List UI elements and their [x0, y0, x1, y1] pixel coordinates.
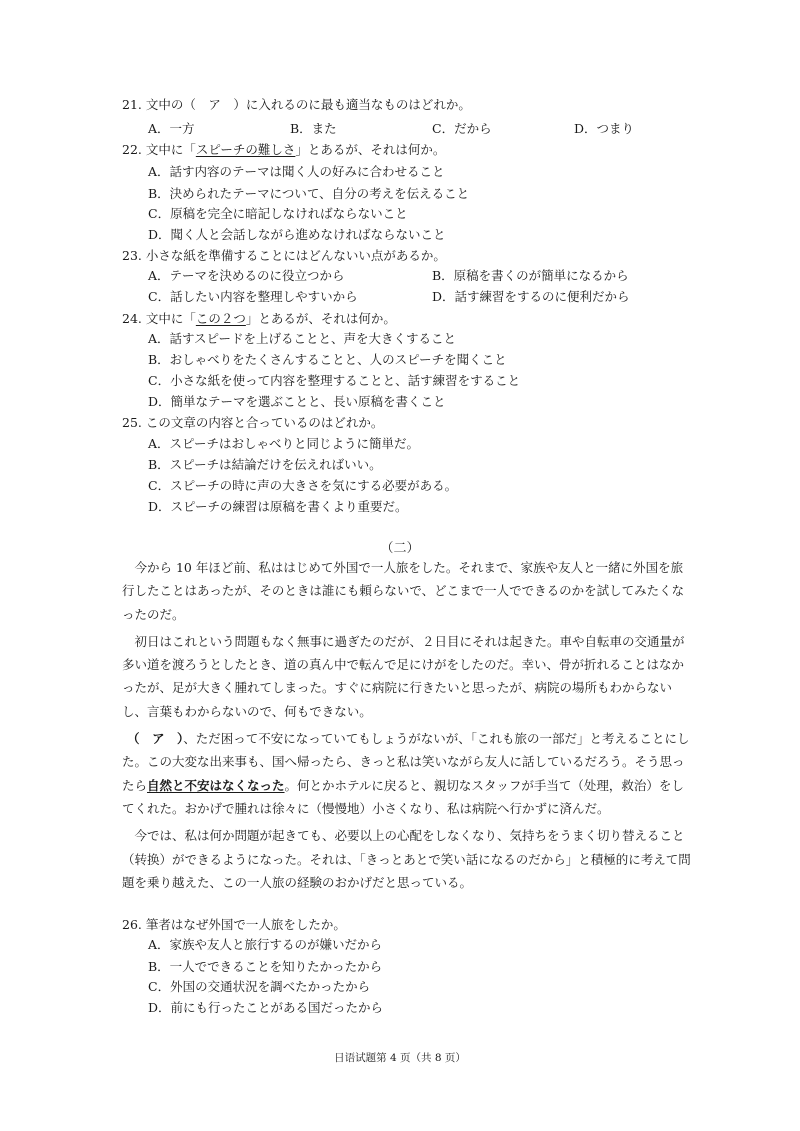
q22-stem-post: 」とあるが、それは何か。: [295, 142, 446, 157]
passage-paragraph-2: 初日はこれという問題もなく無事に過ぎたのだが、２日目にそれは起きた。車や自転車の交通量が多い道を渡ろうとしたとき、道の真ん中で転んで足にけがをしたのだ。幸い、骨が折れることはなかったが、足が大きく腫れてしまった。すぐに病院に行きたいと思ったが、病院の場所もわからないし、言葉もわからないので、何もできない。: [122, 633, 685, 719]
page-footer: 日语试题第 4 页（共 8 页）: [334, 1052, 466, 1064]
q22-option-c: C．原稿を完全に暗記しなければならないこと: [148, 206, 408, 221]
q22-option-d: D．聞く人と会話しながら進めなければならないこと: [148, 227, 446, 242]
q26-option-d: D．前にも行ったことがある国だったから: [148, 1000, 384, 1015]
question-23-stem: 23. 小さな紙を準備することにはどんないい点があるか。: [122, 248, 446, 263]
q26-option-c: C．外国の交通状況を調べたかったから: [148, 979, 371, 994]
question-21-stem: 21. 文中の（ ア ）に入れるのに最も適当なものはどれか。: [122, 97, 471, 112]
question-24-stem: [122, 311, 396, 327]
q24-option-c: C．小さな紙を使って内容を整理することと、話す練習をすること: [148, 373, 521, 388]
q23-option-c: C．話したい内容を整理しやすいから: [148, 289, 358, 304]
q24-stem-pre: 24. 文中に「: [122, 311, 196, 326]
q21-option-b: B．また: [290, 121, 337, 136]
q21-option-c: C．だから: [432, 121, 492, 136]
section-title: （二）: [380, 541, 420, 556]
q22-option-b: B．決められたテーマについて、自分の考えを伝えること: [148, 186, 470, 201]
q25-option-b: B．スピーチは結論だけを伝えればいい。: [148, 457, 382, 472]
q25-option-c: C．スピーチの時に声の大きさを気にする必要がある。: [148, 478, 458, 493]
q24-option-d: D．簡単なテーマを選ぶことと、長い原稿を書くこと: [148, 394, 446, 409]
q22-stem-pre: 22. 文中に「: [122, 142, 196, 157]
q23-option-a: A．テーマを決めるのに役立つから: [148, 268, 345, 283]
passage-underlined-phrase: 自然と不安はなくなった: [147, 777, 285, 793]
passage-paragraph-3-part-b: 。何とかホテルに戻ると、親切なスタッフが手当て（处理，救治）をしてくれた。おかげで腫れは徐々に（慢慢地）小さくなり、私は病院へ行かずに済んだ。: [122, 777, 684, 816]
q21-option-d: D．つまり: [574, 121, 635, 136]
q23-option-d: D．話す練習をするのに便利だから: [432, 289, 630, 304]
q21-option-a: A．一方: [148, 121, 195, 136]
passage-paragraph-3: [122, 727, 692, 820]
q25-option-a: A．スピーチはおしゃべりと同じように簡単だ。: [148, 436, 420, 451]
q25-option-d: D．スピーチの練習は原稿を書くより重要だ。: [148, 499, 408, 514]
reading-passage: [122, 556, 692, 898]
q24-underlined-phrase: この２つ: [195, 311, 246, 326]
q24-stem-post: 」とあるが、それは何か。: [245, 311, 396, 326]
passage-paragraph-3-part-a: 、ただ困って不安になっていてもしょうがないが、「これも旅の一部だ」と考えることにした。この大変な出来事も、国へ帰ったら、きっと私は笑いながら友人に話しているだろう。そう思ったら: [122, 731, 690, 793]
passage-paragraph-4: 今では、私は何か問題が起きても、必要以上の心配をしなくなり、気持ちをうまく切り替えること（转换）ができるようになった。それは、「きっとあとで笑い話になるのだから」と積極的に考えて問題を乗り越えた、この一人旅の経験のおかげだと思っている。: [122, 828, 691, 890]
q26-option-b: B．一人でできることを知りたかったから: [148, 959, 383, 974]
passage-blank-a: （ ア ）: [127, 731, 184, 747]
q22-underlined-phrase: スピーチの難しさ: [195, 142, 296, 157]
question-25-stem: 25. この文章の内容と合っているのはどれか。: [122, 415, 384, 430]
question-26-stem: 26. 筆者はなぜ外国で一人旅をしたか。: [122, 917, 346, 932]
q26-option-a: A．家族や友人と旅行するのが嫌いだから: [148, 937, 383, 952]
question-22-stem: [122, 142, 445, 158]
q22-option-a: A．話す内容のテーマは聞く人の好みに合わせること: [148, 164, 445, 179]
passage-paragraph-1: 今から 10 年ほど前、私ははじめて外国で一人旅をした。それまで、家族や友人と一緒に外国を旅行したことはあったが、そのときは誰にも頼らないで、どこまで一人でできるのかを試してみたくなったのだ。: [122, 560, 685, 622]
q24-option-a: A．話すスピードを上げることと、声を大きくすること: [148, 331, 457, 346]
q24-option-b: B．おしゃべりをたくさんすることと、人のスピーチを聞くこと: [148, 352, 507, 367]
q23-option-b: B．原稿を書くのが簡単になるから: [432, 268, 629, 283]
